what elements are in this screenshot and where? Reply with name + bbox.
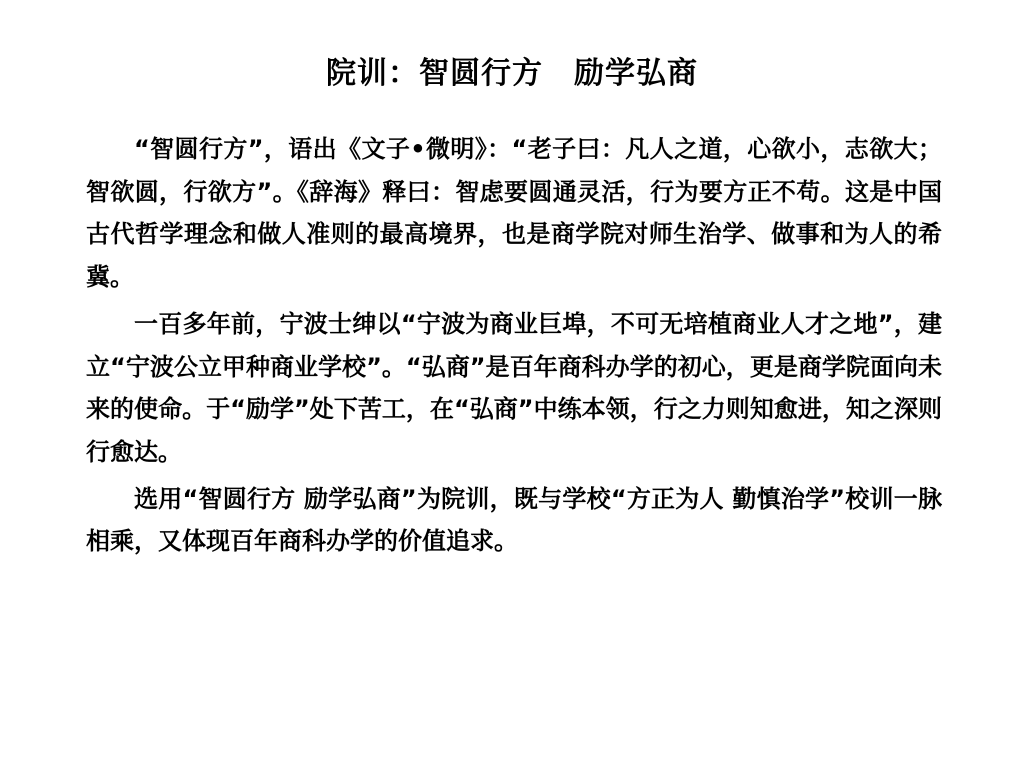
paragraph-2: 一百多年前，宁波士绅以“宁波为商业巨埠，不可无培植商业人才之地”，建立“宁波公立甲种商业学校”。“弘商”是百年商科办学的初心，更是商学院面向未来的使命。于“励学”处下苦工，在“弘商”中练本领，行之力则知愈进，知之深则行愈达。 xyxy=(86,309,942,467)
paragraph-1: “智圆行方”，语出《文子•微明》：“老子曰：凡人之道，心欲小，志欲大；智欲圆，行欲方”。《辞海》释曰：智虑要圆通灵活，行为要方正不苟。这是中国古代哲学理念和做人准则的最高境界，也是商学院对师生治学、做事和为人的希冀。 xyxy=(86,135,942,292)
paragraph-3: 选用“智圆行方 励学弘商”为院训，既与学校“方正为人 勤慎治学”校训一脉相乘，又体现百年商科办学的价值追求。 xyxy=(86,484,942,556)
body-text-block xyxy=(86,128,942,567)
page-title: 院训：智圆行方 励学弘商 xyxy=(326,56,698,91)
